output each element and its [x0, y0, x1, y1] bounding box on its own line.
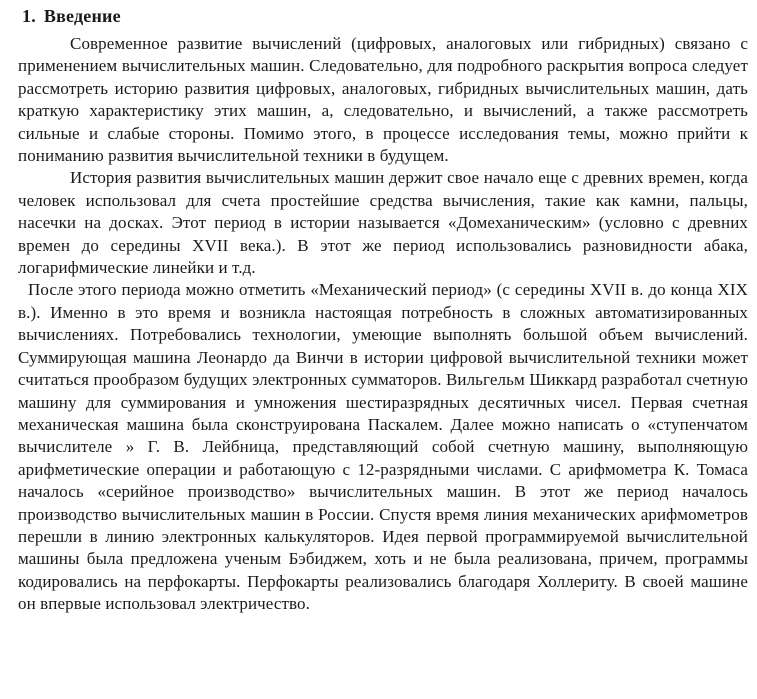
section-number: 1. [22, 6, 36, 26]
paragraph-mechanical-period: После этого периода можно отметить «Механический период» (с середины XVII в. до конца XIX в.). Именно в это время и возникла настоящая потребность в сложных автоматизированных вычислениях. Потребовались технологии, умеющие выполнять большой объем вычислений. Суммирующая машина Леонардо да Винчи в истории цифровой вычислительной техники может считаться прообразом будущих электронных сумматоров. Вильгельм Шиккард разработал счетную машину для суммирования и умножения шестиразрядных десятичных чисел. Первая счетная механическая машина была сконструирована Паскалем. Далее можно написать о «ступенчатом вычислителе » Г. В. Лейбница, представляющий собой счетную машину, выполняющую арифметические операции и работающую с 12-разрядными числами. С арифмометра К. Томаса началось «серийное производство» вычислительных машин. В этот же период началось производство вычислительных машин в России. Спустя время линия механических арифмометров перешли в линию электронных калькуляторов. Идея первой программируемой вычислительной машины была предложена ученым Бэбиджем, хоть и не была реализована, причем, программы кодировались на перфокарты. Перфокарты реализовались благодаря Холлериту. В своей машине он впервые использовал электричество. [18, 280, 748, 614]
paragraph-history: История развития вычислительных машин держит свое начало еще с древних времен, когда человек использовал для счета простейшие средства вычисления, такие как камни, пальцы, насечки на досках. Этот период в истории называется «Домеханическим» (условно с древних времен до середины XVII века.). В этот же период использовались разновидности абака, логарифмические линейки и т.д. [18, 168, 748, 278]
section-heading [22, 4, 748, 28]
paragraph-intro: Современное развитие вычислений (цифровых, аналоговых или гибридных) связано с применением вычислительных машин. Следовательно, для подробного раскрытия вопроса следует рассмотреть историю развития цифровых, аналоговых, гибридных вычислительных машин, дать краткую характеристику этих машин, а, следовательно, и вычислений, а также рассмотреть сильные и слабые стороны. Помимо этого, в процессе исследования темы, можно прийти к пониманию развития вычислительной техники в будущем. [18, 34, 748, 166]
document-page [18, 4, 748, 616]
section-title: Введение [43, 6, 121, 26]
